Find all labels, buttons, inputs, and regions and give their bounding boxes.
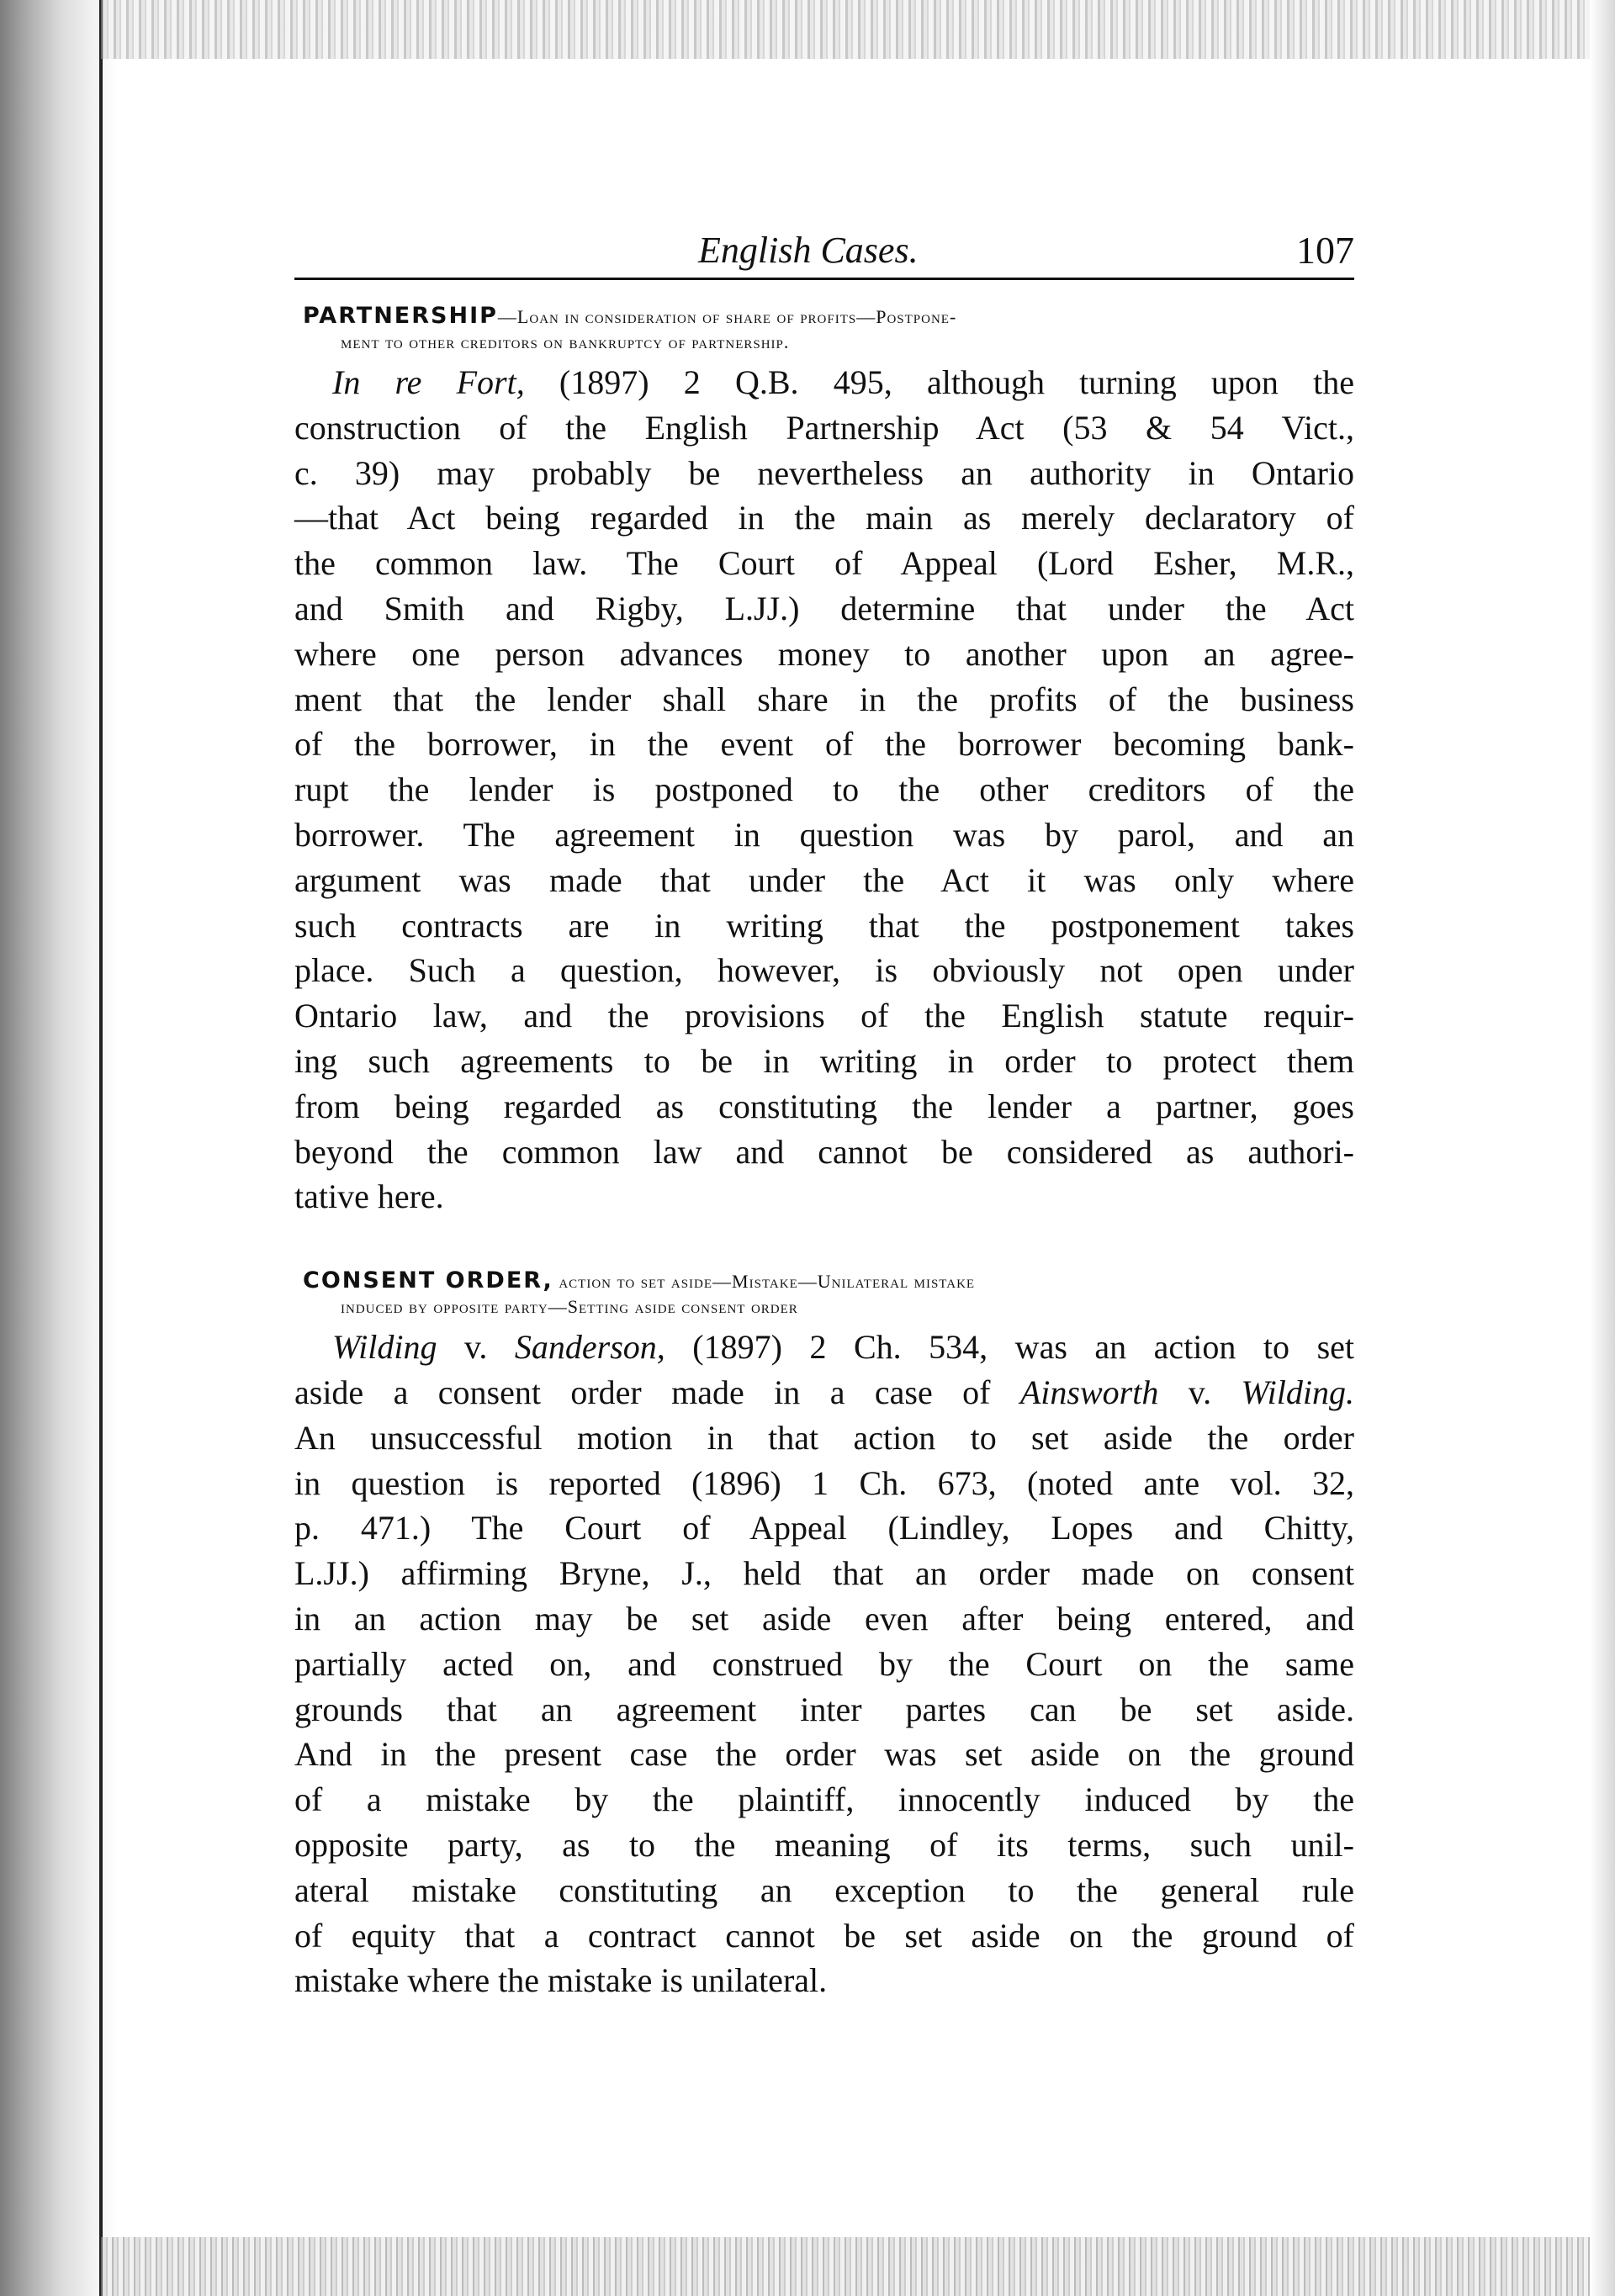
page [294, 227, 1354, 2003]
paragraph-line: Wilding v. Sanderson, (1897) 2 Ch. 534, was an action to set [332, 1328, 1354, 1367]
scan-edge-bottom [101, 2237, 1615, 2296]
paragraph-line: p. 471.) The Court of Appeal (Lindley, Lopes and Chitty, [294, 1509, 1354, 1547]
paragraph-line: construction of the English Partnership Act (53 & 54 Vict., [294, 408, 1354, 447]
case-name: In re Fort, [332, 363, 525, 401]
paragraph-line: tative here. [294, 1177, 444, 1216]
paragraph-line: in question is reported (1896) 1 Ch. 673, (noted ante vol. 32, [294, 1463, 1354, 1502]
section-heading [303, 304, 1354, 355]
paragraph-line: In re Fort, (1897) 2 Q.B. 495, although turning upon the [332, 363, 1354, 401]
paragraph-line: —that Act being regarded in the main as merely declaratory of [294, 499, 1354, 537]
running-head [294, 227, 1354, 280]
paragraph-line: mistake where the mistake is unilateral. [294, 1961, 828, 2000]
paragraph-line: ateral mistake constituting an exception to the general rule [294, 1870, 1354, 1909]
case-name: Wilding [332, 1328, 437, 1367]
paragraph-line: aside a consent order made in a case of Ainsworth v. Wilding. [294, 1373, 1354, 1411]
paragraph-line: borrower. The agreement in question was by parol, and an [294, 815, 1354, 854]
section-subject: CONSENT ORDER, [303, 1267, 553, 1294]
paragraph-line: of equity that a contract cannot be set aside on the ground of [294, 1916, 1354, 1955]
case-name: Sanderson, [514, 1328, 665, 1367]
paragraph-line: in an action may be set aside even after being entered, and [294, 1599, 1354, 1637]
paragraph-line: opposite party, as to the meaning of its terms, such unil- [294, 1825, 1354, 1864]
section-heading-continued: ment to other creditors on bankruptcy of partnership. [341, 331, 790, 352]
section-paragraph [294, 360, 1354, 1219]
section-heading-text: action to set aside—Mistake—Unilateral mistake [553, 1271, 976, 1293]
paragraph-line: And in the present case the order was set aside on the ground [294, 1735, 1354, 1774]
paragraph-line: place. Such a question, however, is obviously not open under [294, 951, 1354, 990]
section-paragraph [294, 1325, 1354, 2003]
section-consent-order [294, 1268, 1354, 2003]
paragraph-line: Ontario law, and the provisions of the English statute requir- [294, 997, 1354, 1035]
paragraph-line: the common law. The Court of Appeal (Lord Esher, M.R., [294, 544, 1354, 583]
paragraph-line: rupt the lender is postponed to the other creditors of the [294, 770, 1354, 809]
paragraph-line: An unsuccessful motion in that action to set aside the order [294, 1418, 1354, 1457]
paragraph-line: from being regarded as constituting the lender a partner, goes [294, 1087, 1354, 1125]
paragraph-line: and Smith and Rigby, L.JJ.) determine that under the Act [294, 589, 1354, 627]
section-subject: PARTNERSHIP [303, 303, 498, 329]
paragraph-line: c. 39) may probably be nevertheless an authority in Ontario [294, 453, 1354, 492]
section-heading-text: —Loan in consideration of share of profits—Postpone- [497, 306, 957, 327]
paragraph-line: where one person advances money to another upon an agree- [294, 634, 1354, 673]
paragraph-line: ment that the lender shall share in the profits of the business [294, 680, 1354, 718]
paragraph-line: such contracts are in writing that the postponement takes [294, 906, 1354, 944]
paragraph-line: L.JJ.) affirming Bryne, J., held that an order made on consent [294, 1554, 1354, 1593]
paragraph-line: grounds that an agreement inter partes can be set aside. [294, 1690, 1354, 1728]
paragraph-line: beyond the common law and cannot be considered as authori- [294, 1132, 1354, 1171]
case-name: Ainsworth [1019, 1373, 1159, 1411]
section-partnership [294, 304, 1354, 1219]
paragraph-line: partially acted on, and construed by the Court on the same [294, 1644, 1354, 1683]
paragraph-line: of the borrower, in the event of the borrower becoming bank- [294, 725, 1354, 764]
page-number: 107 [1296, 229, 1354, 272]
case-name: Wilding. [1241, 1373, 1354, 1411]
scan-edge-right [1590, 0, 1615, 2296]
section-heading [303, 1268, 1354, 1320]
paragraph-line: argument was made that under the Act it was only where [294, 860, 1354, 899]
scan-edge-top [101, 0, 1615, 59]
section-heading-continued: induced by opposite party—Setting aside consent order [341, 1296, 798, 1318]
running-title: English Cases. [698, 230, 919, 271]
paragraph-line: of a mistake by the plaintiff, innocently induced by the [294, 1780, 1354, 1819]
scan-binding-line [99, 0, 103, 2296]
paragraph-line: ing such agreements to be in writing in order to protect them [294, 1041, 1354, 1080]
